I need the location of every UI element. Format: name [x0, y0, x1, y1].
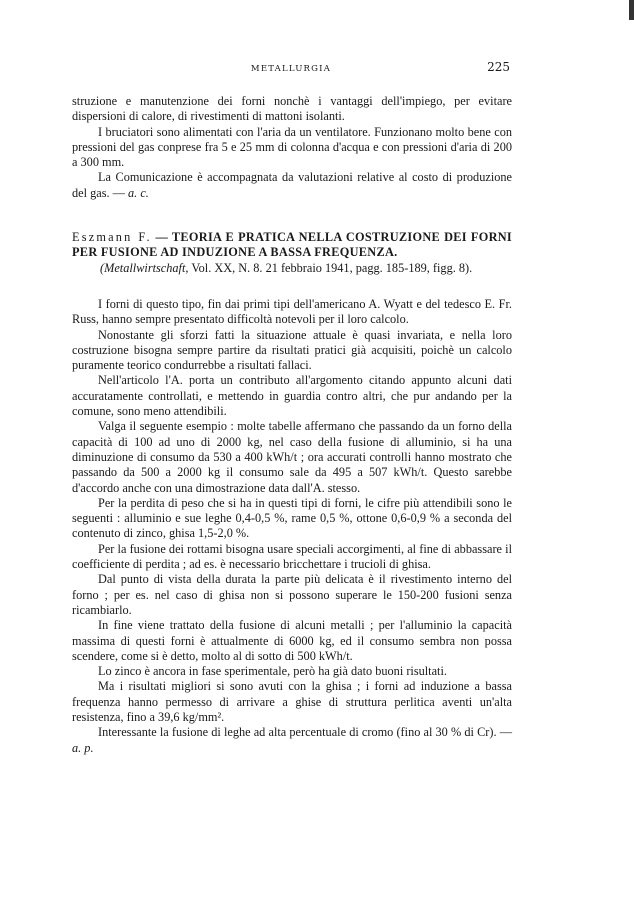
article-header: [72, 230, 512, 276]
paragraph: Per la perdita di peso che si ha in questi tipi di forni, le cifre più attendibili sono le seguenti : alluminio e sue leghe 0,4-0,5 %, rame 0,5 %, ottone 0,6-0,9 % a seconda del contenuto di zinco, ghisa 1,5-2,0 %.: [72, 495, 512, 541]
author-initials: a. c.: [128, 185, 149, 200]
paragraph: In fine viene trattato della fusione di alcuni metalli ; per l'alluminio la capacità massima di questi forni è attualmente di 6000 kg, ed il consumo sembra non possa scendere, come si è detto, molto al di sotto di 500 kWh/t.: [72, 618, 512, 663]
paragraph: I bruciatori sono alimentati con l'aria da un ventilatore. Funzionano molto bene con pressioni del gas conprese fra 5 e 25 mm di colonna d'acqua e con pressioni d'aria di 200 a 300 mm.: [72, 124, 512, 170]
article-title: — TEORIA E PRATICA NELLA COSTRUZIONE DEI FORNI PER FUSIONE AD INDUZIONE A BASSA FREQUENZA.: [72, 230, 513, 260]
running-title: METALLURGIA: [250, 64, 332, 74]
article-author: Eszmann F.: [72, 230, 152, 245]
paragraph-text: La Comunicazione è accompagnata da valutazioni relative al costo di produzione del gas. —: [72, 170, 512, 200]
paragraph: Ma i risultati migliori si sono avuti con la ghisa ; i forni ad induzione a bassa frequenza hanno permesso di arrivare a ghise di struttura perlitica aventi un'alta resistenza, fino a 39,6 kg/mm².: [72, 679, 512, 724]
page-number: 225: [487, 60, 510, 74]
paragraph-text: Interessante la fusione di leghe ad alta percentuale di cromo (fino al 30 % di Cr). —: [98, 725, 512, 740]
paragraph: Nell'articolo l'A. porta un contributo all'argomento citando appunto alcuni dati accuratamente controllati, e mettendo in guardia contro altri, che pur andando per la comune, sono meno attendibili.: [72, 373, 512, 419]
paragraph: [72, 725, 512, 756]
paragraph: I forni di questo tipo, fin dai primi tipi dell'americano A. Wyatt e del tedesco E. Fr. Russ, hanno sempre presentato difficoltà notevoli per il loro calcolo.: [72, 296, 512, 327]
paragraph: Dal punto di vista della durata la parte più delicata è il rivestimento interno del forno ; per es. nel caso di ghisa non si possono superare le 150-200 fusioni senza ricambiarlo.: [72, 572, 512, 617]
page-header: [72, 60, 510, 78]
author-initials: a. p.: [72, 740, 94, 755]
journal-name: (Metallwirtschaft,: [100, 260, 189, 275]
page-edge-mark: [629, 0, 634, 20]
paragraph: Valga il seguente esempio : molte tabelle affermano che passando da un forno della capacità di 100 ad uno di 2000 kg, nel caso della fusione di alluminio, si ha una diminuzione di consumo da 530 a 400 kWh/t ; ora accurati controlli hanno mostrato che passando da 500 a 2000 kg il consumo sale da 495 a 507 kWh/t. Questo sarebbe d'accordo anche con una dimostrazione data dall'A. stesso.: [72, 419, 512, 495]
paragraph: Per la fusione dei rottami bisogna usare speciali accorgimenti, al fine di abbassare il coefficiente di perdita ; ad es. è necessario bricchettare i trucioli di ghisa.: [72, 541, 512, 572]
article-title-line: [72, 230, 512, 261]
article-citation-line: [72, 261, 512, 276]
journal-citation: Vol. XX, N. 8. 21 febbraio 1941, pagg. 185-189, figg. 8).: [191, 260, 473, 275]
paragraph: Nonostante gli sforzi fatti la situazione attuale è quasi invariata, e nella loro costruzione bisogna sempre partire da risultati pratici già acquisiti, poichè un calcolo puramente teorico condurrebbe a risultati fallaci.: [72, 327, 512, 373]
paragraph: Lo zinco è ancora in fase sperimentale, però ha già dato buoni risultati.: [98, 664, 447, 679]
paragraph: [72, 170, 512, 201]
paragraph-continued: struzione e manutenzione dei forni nonchè i vantaggi dell'impiego, per evitare dispersioni di calore, di rivestimenti di mattoni isolanti.: [72, 94, 512, 124]
body-text: [72, 94, 512, 756]
